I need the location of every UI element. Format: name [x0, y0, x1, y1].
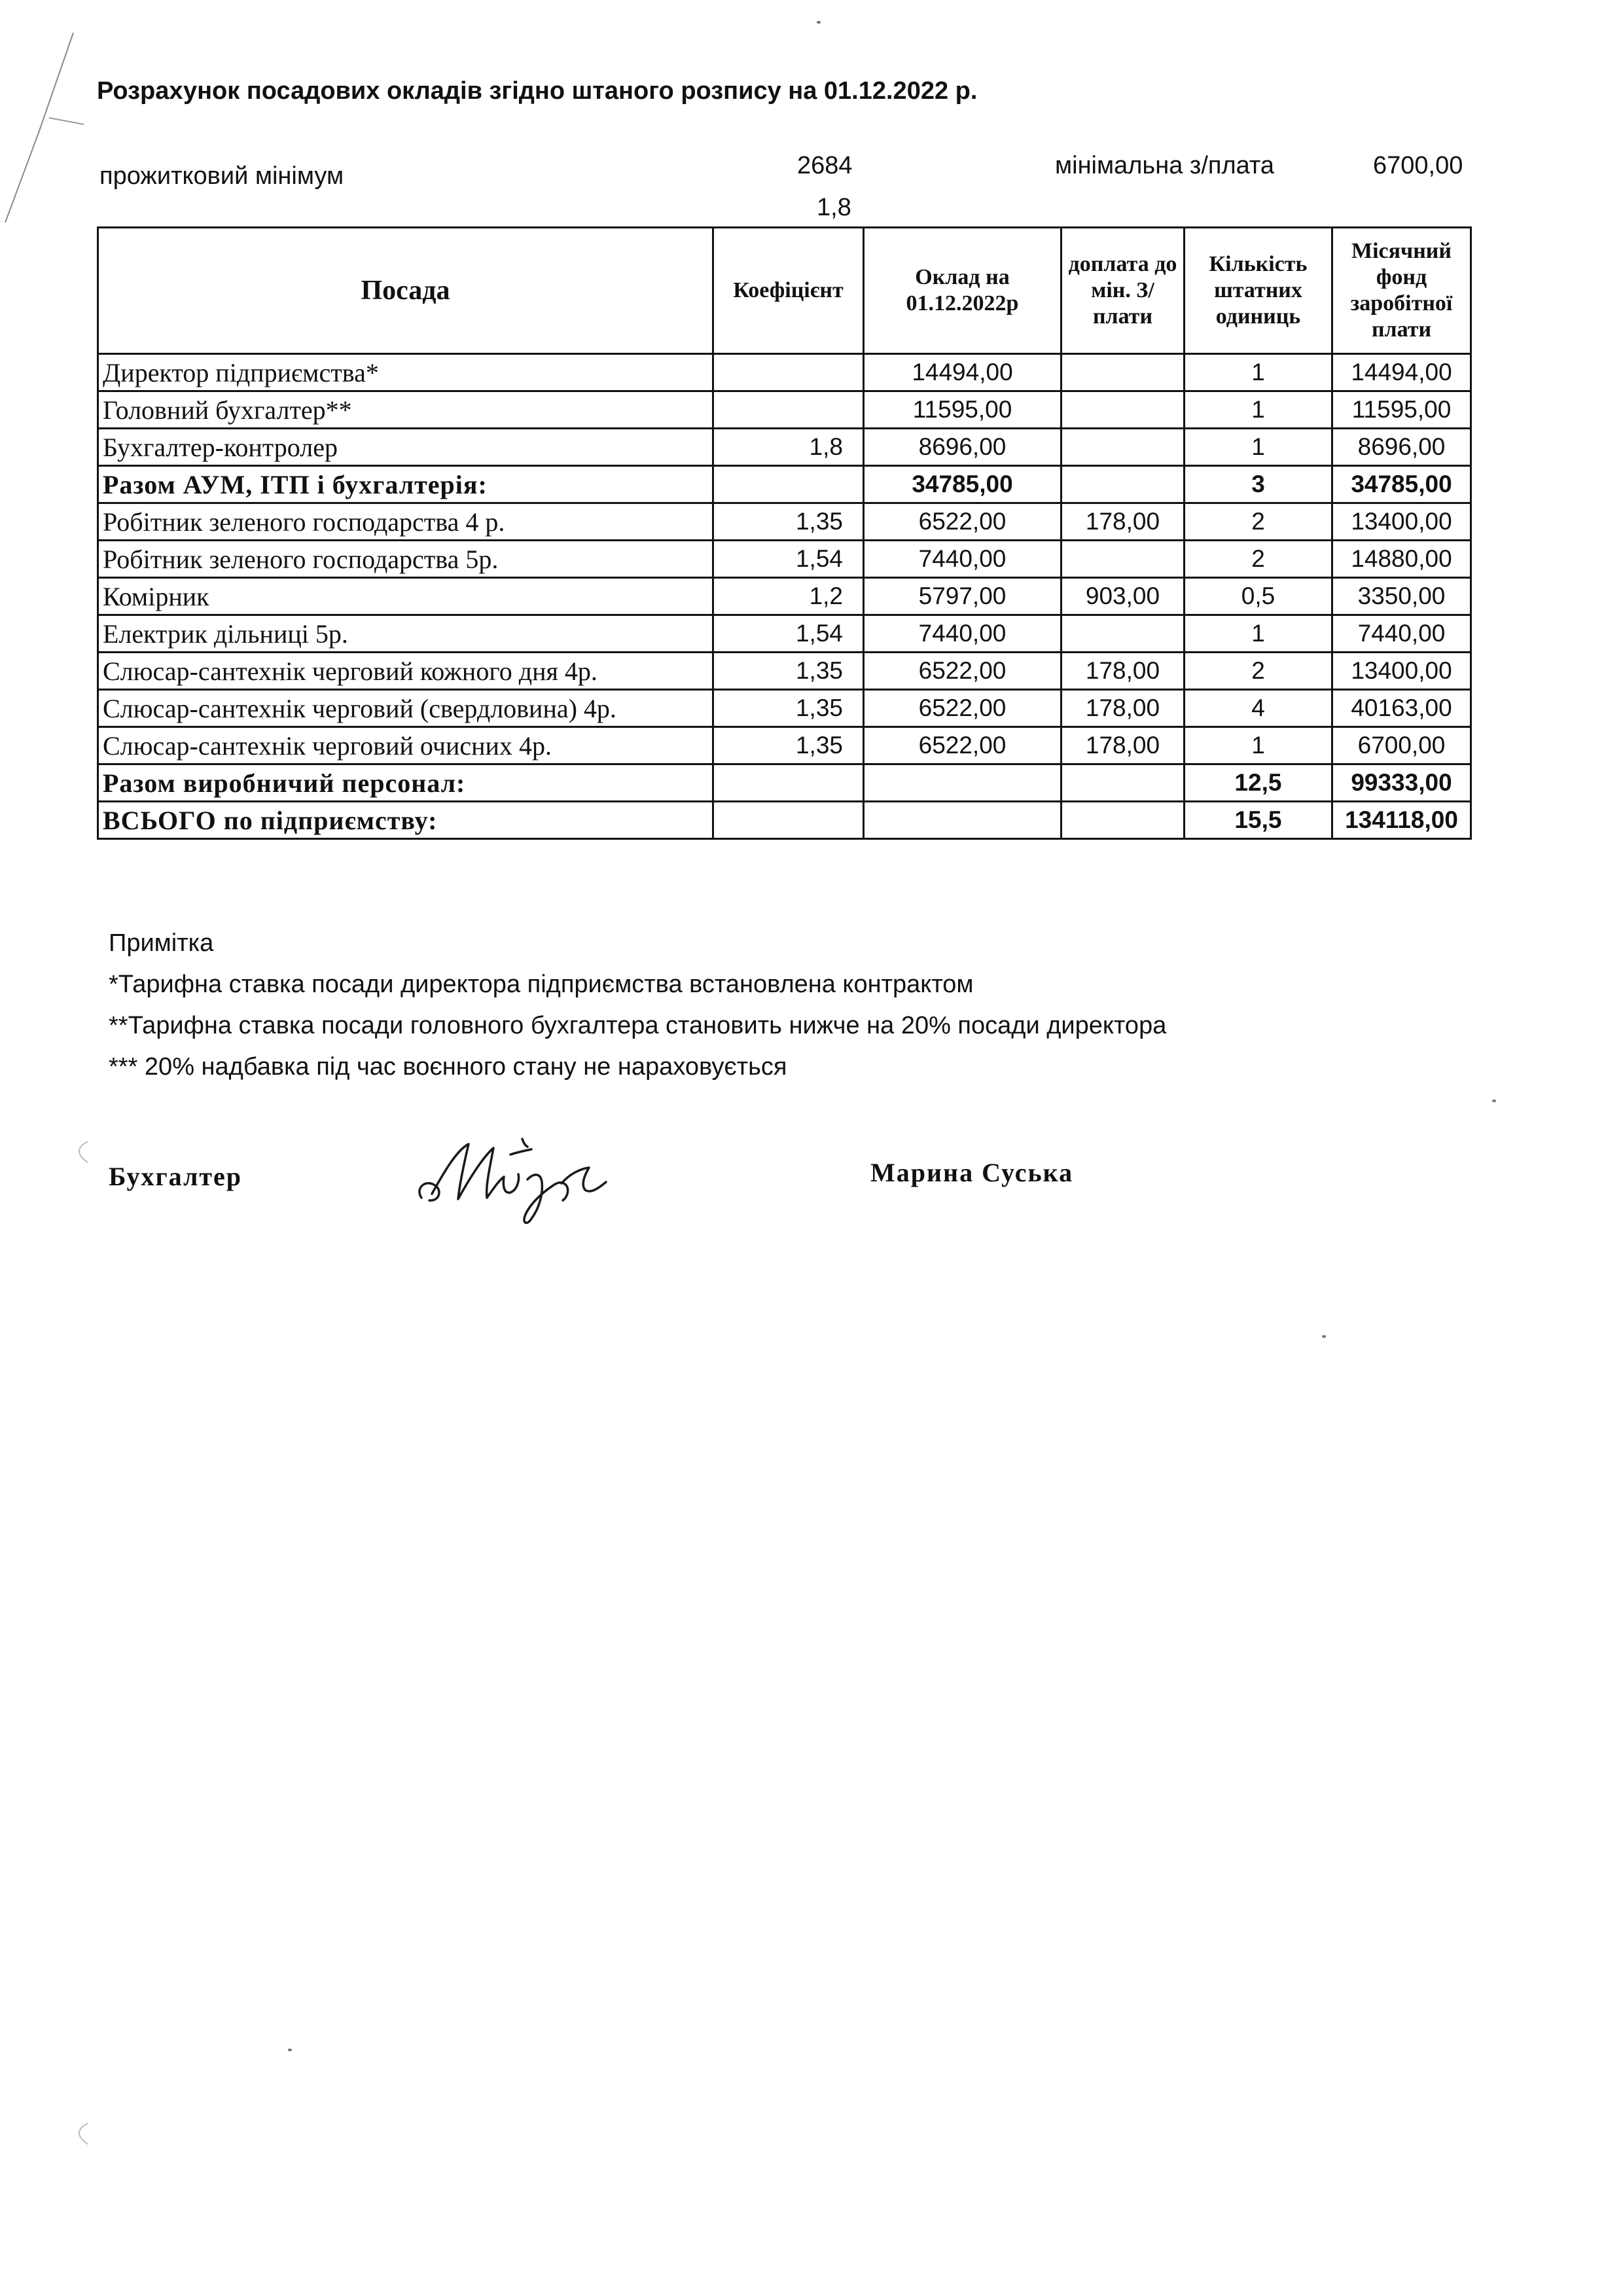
table-row	[98, 653, 1471, 690]
cell-salary: 11595,00	[864, 391, 1061, 429]
cell-coefficient: 1,54	[713, 541, 864, 578]
cell-position: Електрик дільниці 5р.	[98, 615, 713, 653]
header-coefficient: Коефіцієнт	[713, 228, 864, 354]
cell-position: Робітник зеленого господарства 4 р.	[98, 503, 713, 541]
subtotal-row	[98, 466, 1471, 503]
cell-units: 2	[1185, 541, 1332, 578]
cell-fund: 13400,00	[1332, 503, 1471, 541]
cell-topup: 178,00	[1061, 727, 1185, 764]
cell-units: 1	[1185, 391, 1332, 429]
min-wage-value: 6700,00	[1373, 152, 1463, 179]
cell-position: Слюсар-сантехнік черговий очисних 4р.	[98, 727, 713, 764]
cell-fund: 6700,00	[1332, 727, 1471, 764]
cell-position: Бухгалтер-контролер	[98, 429, 713, 466]
header-position: Посада	[98, 228, 713, 354]
cell-coefficient: 1,54	[713, 615, 864, 653]
cell-fund: 3350,00	[1332, 578, 1471, 615]
cell-fund: 7440,00	[1332, 615, 1471, 653]
cell-units: 1	[1185, 727, 1332, 764]
cell-position: Слюсар-сантехнік черговий кожного дня 4р.	[98, 653, 713, 690]
scan-speck	[288, 2049, 292, 2051]
coef-value: 1,8	[817, 194, 851, 221]
cell-topup: 903,00	[1061, 578, 1185, 615]
table-row	[98, 690, 1471, 727]
cell-units: 4	[1185, 690, 1332, 727]
table-row	[98, 429, 1471, 466]
cell-salary: 8696,00	[864, 429, 1061, 466]
cell-coefficient: 1,35	[713, 653, 864, 690]
cell-position: Разом АУМ, ІТП і бухгалтерія:	[98, 466, 713, 503]
table-row	[98, 578, 1471, 615]
cell-salary	[864, 802, 1061, 839]
cell-topup	[1061, 764, 1185, 802]
cell-coefficient	[713, 354, 864, 391]
cell-salary	[864, 764, 1061, 802]
cell-coefficient: 1,35	[713, 690, 864, 727]
signer-name: Марина Суська	[870, 1158, 1074, 1187]
cell-fund: 8696,00	[1332, 429, 1471, 466]
cell-fund: 13400,00	[1332, 653, 1471, 690]
cell-salary: 6522,00	[864, 690, 1061, 727]
cell-coefficient	[713, 466, 864, 503]
document-title: Розрахунок посадових окладів згідно штаного розпису на 01.12.2022 р.	[97, 77, 978, 105]
cell-fund: 40163,00	[1332, 690, 1471, 727]
cell-salary: 7440,00	[864, 615, 1061, 653]
cell-fund: 14494,00	[1332, 354, 1471, 391]
grand-total-row	[98, 802, 1471, 839]
cell-units: 1	[1185, 354, 1332, 391]
staff-salary-table	[97, 226, 1472, 840]
cell-units: 3	[1185, 466, 1332, 503]
cell-units: 2	[1185, 653, 1332, 690]
scan-margin-line	[0, 26, 105, 223]
note-line: *Тарифна ставка посади директора підприємства встановлена контрактом	[109, 971, 974, 998]
cell-position: Робітник зеленого господарства 5р.	[98, 541, 713, 578]
table-row	[98, 727, 1471, 764]
cell-coefficient: 1,8	[713, 429, 864, 466]
header-fund: Місячний фонд заробітної плати	[1332, 228, 1471, 354]
note-line: **Тарифна ставка посади головного бухгалтера становить нижче на 20% посади директора	[109, 1012, 1167, 1039]
cell-position: Комірник	[98, 578, 713, 615]
scan-speck	[1322, 1335, 1326, 1338]
table-row	[98, 354, 1471, 391]
notes-block	[109, 923, 1166, 1088]
subsistence-value: 2684	[797, 152, 853, 179]
cell-topup	[1061, 391, 1185, 429]
header-salary: Оклад на 01.12.2022р	[864, 228, 1061, 354]
cell-coefficient: 1,2	[713, 578, 864, 615]
cell-units: 12,5	[1185, 764, 1332, 802]
header-topup: доплата до мін. З/плати	[1061, 228, 1185, 354]
cell-position: Разом виробничий персонал:	[98, 764, 713, 802]
cell-salary: 6522,00	[864, 503, 1061, 541]
cell-topup	[1061, 541, 1185, 578]
cell-topup: 178,00	[1061, 503, 1185, 541]
scan-speck	[1492, 1100, 1496, 1102]
table-row	[98, 541, 1471, 578]
cell-units: 15,5	[1185, 802, 1332, 839]
signer-role: Бухгалтер	[109, 1162, 243, 1191]
cell-coefficient: 1,35	[713, 727, 864, 764]
cell-coefficient	[713, 802, 864, 839]
scan-arc	[68, 1139, 94, 1165]
cell-coefficient	[713, 391, 864, 429]
table-row	[98, 615, 1471, 653]
cell-units: 1	[1185, 615, 1332, 653]
cell-position: Слюсар-сантехнік черговий (свердловина) 4р.	[98, 690, 713, 727]
subtotal-row	[98, 764, 1471, 802]
cell-position: Головний бухгалтер**	[98, 391, 713, 429]
cell-topup	[1061, 354, 1185, 391]
cell-fund: 134118,00	[1332, 802, 1471, 839]
cell-position: ВСЬОГО по підприємству:	[98, 802, 713, 839]
cell-topup	[1061, 802, 1185, 839]
cell-salary: 14494,00	[864, 354, 1061, 391]
cell-salary: 7440,00	[864, 541, 1061, 578]
table-row	[98, 503, 1471, 541]
cell-fund: 11595,00	[1332, 391, 1471, 429]
cell-coefficient: 1,35	[713, 503, 864, 541]
cell-salary: 34785,00	[864, 466, 1061, 503]
scan-arc	[68, 2121, 94, 2147]
handwritten-signature	[412, 1121, 622, 1232]
header-units: Кількість штатних одиниць	[1185, 228, 1332, 354]
cell-salary: 6522,00	[864, 653, 1061, 690]
table-header-row	[98, 228, 1471, 354]
cell-topup: 178,00	[1061, 653, 1185, 690]
cell-salary: 6522,00	[864, 727, 1061, 764]
notes-heading: Примітка	[109, 929, 214, 957]
cell-fund: 14880,00	[1332, 541, 1471, 578]
cell-fund: 99333,00	[1332, 764, 1471, 802]
table-row	[98, 391, 1471, 429]
cell-units: 0,5	[1185, 578, 1332, 615]
cell-topup	[1061, 429, 1185, 466]
cell-position: Директор підприємства*	[98, 354, 713, 391]
cell-topup: 178,00	[1061, 690, 1185, 727]
cell-fund: 34785,00	[1332, 466, 1471, 503]
cell-units: 2	[1185, 503, 1332, 541]
cell-coefficient	[713, 764, 864, 802]
min-wage-label: мінімальна з/плата	[1055, 152, 1275, 179]
cell-units: 1	[1185, 429, 1332, 466]
cell-salary: 5797,00	[864, 578, 1061, 615]
cell-topup	[1061, 615, 1185, 653]
note-line: *** 20% надбавка під час воєнного стану не нараховується	[109, 1053, 787, 1081]
cell-topup	[1061, 466, 1185, 503]
subsistence-label: прожитковий мінімум	[99, 162, 344, 190]
scan-speck	[817, 21, 821, 24]
